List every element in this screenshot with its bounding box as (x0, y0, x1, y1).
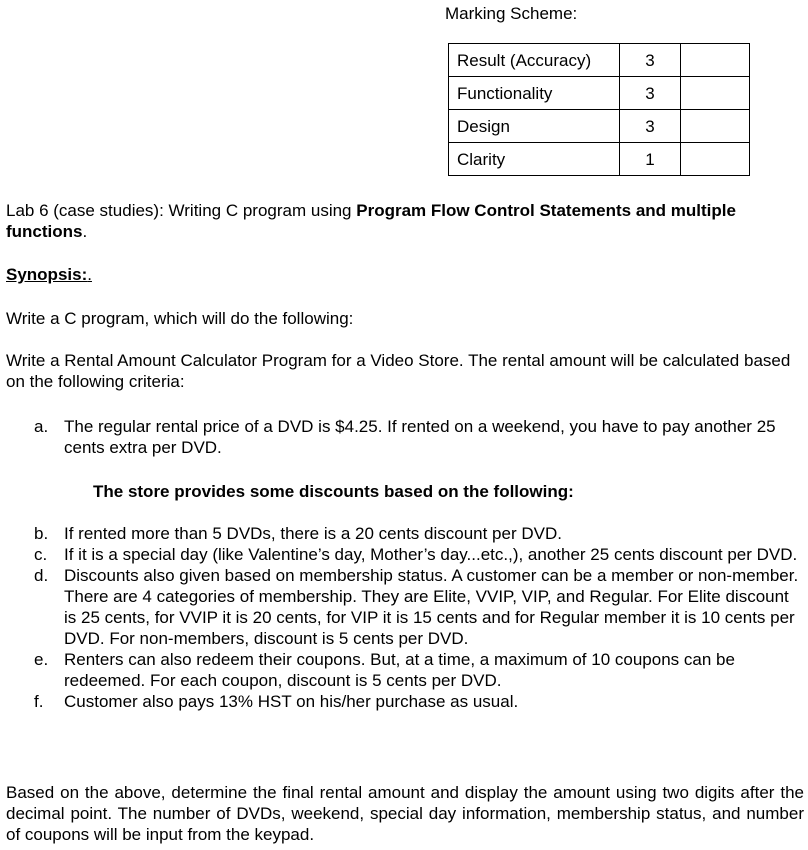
discount-heading: The store provides some discounts based on the following: (93, 482, 574, 501)
list-marker: b. (34, 524, 49, 543)
table-row (449, 110, 750, 143)
criterion-cell: Result (Accuracy) (449, 44, 620, 77)
list-item (0, 416, 800, 458)
criteria-list-b (0, 523, 808, 712)
table-row (449, 77, 750, 110)
conclusion-paragraph: Based on the above, determine the final rental amount and display the amount using two digits after the decimal point. The number of DVDs, weekend, special day information, membership status, and number of coupons will be input from the keypad. (6, 783, 804, 844)
marking-scheme-table (448, 43, 750, 176)
intro-line-1: Write a C program, which will do the following: (6, 309, 354, 328)
points-cell: 3 (620, 77, 681, 110)
criterion-cell: Functionality (449, 77, 620, 110)
criterion-cell: Design (449, 110, 620, 143)
list-item (0, 565, 800, 649)
list-item-text: Customer also pays 13% HST on his/her purchase as usual. (64, 692, 519, 711)
lab-title-bold: Program Flow Control Statements and multiple functions (6, 201, 736, 241)
list-item (0, 649, 800, 691)
list-item (0, 544, 800, 565)
synopsis-trail: . (87, 265, 92, 284)
list-item-text: The regular rental price of a DVD is $4.25. If rented on a weekend, you have to pay another 25 cents extra per DVD. (64, 417, 776, 457)
synopsis-label: Synopsis: (6, 265, 88, 284)
criteria-list-a (0, 416, 808, 458)
list-marker: c. (34, 545, 48, 564)
list-item-text: If it is a special day (like Valentine’s day, Mother’s day...etc.,), another 25 cents discount per DVD. (64, 545, 798, 564)
lab-title-suffix: . (82, 222, 88, 241)
list-marker: a. (34, 417, 49, 436)
table-row (449, 143, 750, 176)
lab-title-prefix: Lab 6 (case studies): Writing C program using (6, 201, 357, 220)
score-cell (681, 143, 750, 176)
score-cell (681, 110, 750, 143)
points-cell: 1 (620, 143, 681, 176)
table-row (449, 44, 750, 77)
list-item (0, 691, 800, 712)
score-cell (681, 44, 750, 77)
list-marker: d. (34, 566, 49, 585)
marking-scheme-title: Marking Scheme: (445, 4, 578, 23)
list-item-text: Discounts also given based on membership status. A customer can be a member or non-member. There are 4 categories of membership. They are Elite, VVIP, VIP, and Regular. For Elite discount is 25 cents, for VVIP it is 20 cents, for VIP it is 15 cents and for Regular member it is 10 cents per DVD. For non-members, discount is 5 cents per DVD. (64, 566, 799, 648)
synopsis-heading (6, 264, 804, 285)
score-cell (681, 77, 750, 110)
list-item-text: Renters can also redeem their coupons. But, at a time, a maximum of 10 coupons can be redeemed. For each coupon, discount is 5 cents per DVD. (64, 650, 735, 690)
lab-title (6, 200, 804, 242)
intro-line-2: Write a Rental Amount Calculator Program for a Video Store. The rental amount will be calculated based on the following criteria: (6, 351, 791, 391)
list-item (0, 523, 800, 544)
list-item-text: If rented more than 5 DVDs, there is a 20 cents discount per DVD. (64, 524, 562, 543)
list-marker: f. (34, 692, 44, 711)
points-cell: 3 (620, 110, 681, 143)
criterion-cell: Clarity (449, 143, 620, 176)
points-cell: 3 (620, 44, 681, 77)
list-marker: e. (34, 650, 49, 669)
